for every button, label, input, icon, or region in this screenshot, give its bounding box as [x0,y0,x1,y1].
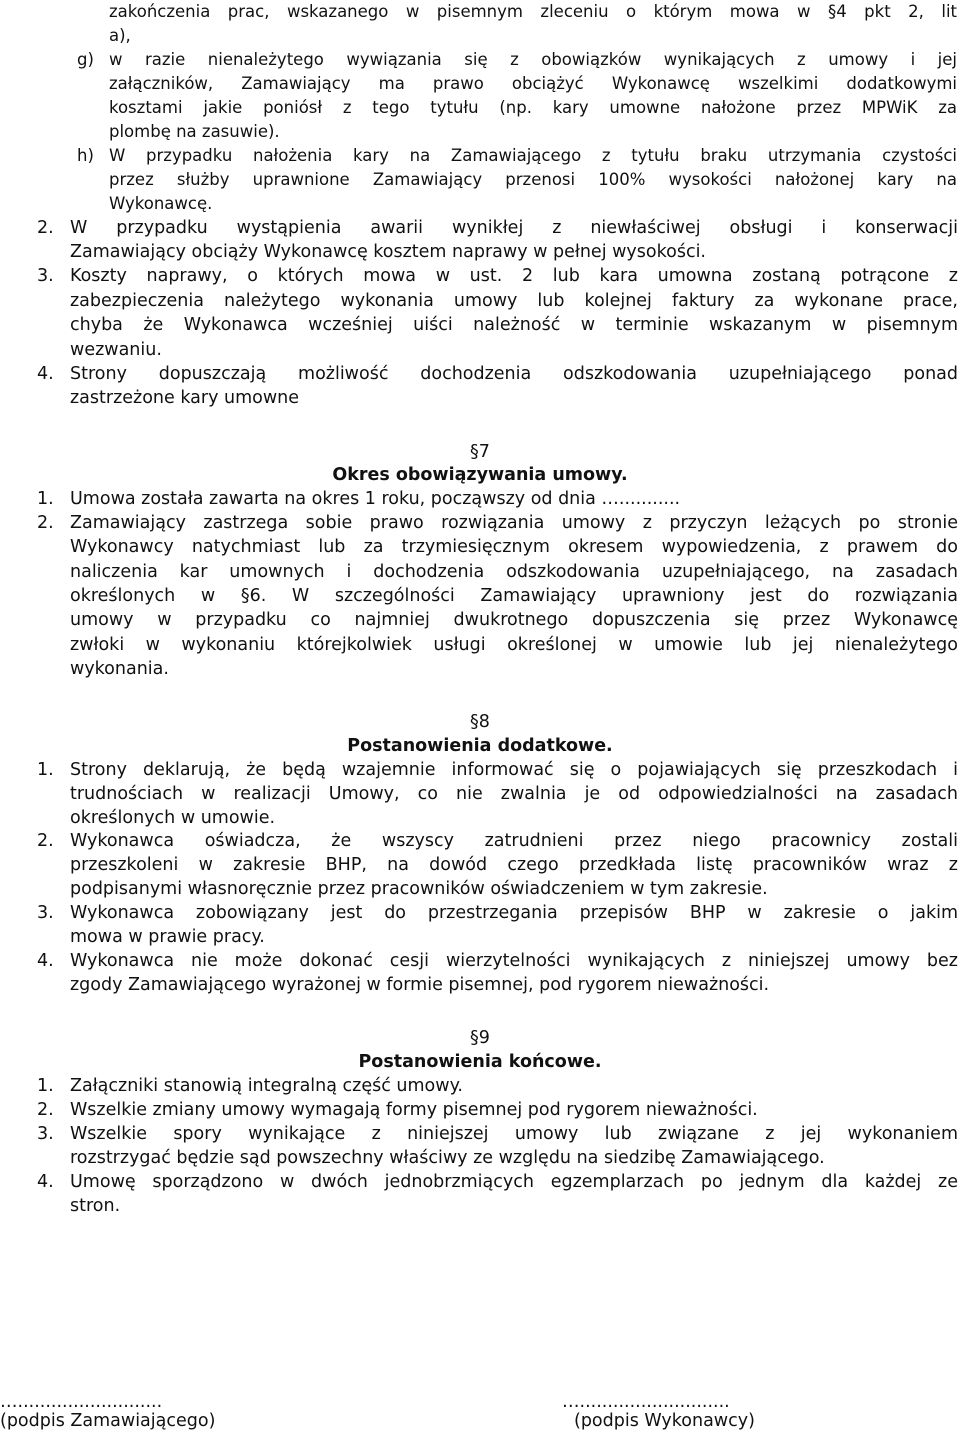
item-number: 1. [37,489,54,509]
section-number: §9 [470,1028,490,1048]
text-line: zwłoki w wykonaniu którejkolwiek usługi określonej w umowie lub jej nienależytego [70,635,958,655]
text-line: chyba że Wykonawca wcześniej uiści należność w terminie wskazanym w pisemnym [70,315,958,335]
text-line: mowa w prawie pracy. [70,927,265,947]
text-line: w razie nienależytego wywiązania się z obowiązków wynikających z umowy i jej [109,50,957,69]
text-line: podpisanymi własnoręcznie przez pracowników oświadczeniem w tym zakresie. [70,879,768,899]
text-line: trudnościach w realizacji Umowy, co nie zwalnia je od odpowiedzialności na zasadach [70,784,958,804]
item-number: 3. [37,903,54,923]
text-line: a), [109,26,131,45]
text-line: plombę na zasuwie). [109,122,280,141]
text-line: naliczenia kar umownych i dochodzenia odszkodowania uzupełniającego, na zasadach [70,562,958,582]
section-number: §8 [470,712,490,732]
text-line: Wykonawca oświadcza, że wszyscy zatrudnieni przez niego pracownicy zostali [70,831,958,851]
text-line: zabezpieczenia należytego wykonania umowy lub kolejnej faktury za wykonane prace, [70,291,958,311]
text-line: zakończenia prac, wskazanego w pisemnym zleceniu o którym mowa w §4 pkt 2, lit [109,2,957,21]
signature-line-zamawiajacy: ….......................... [0,1392,163,1412]
signature-line-wykonawca: …........................... [562,1392,730,1412]
text-line: W przypadku nałożenia kary na Zamawiającego z tytułu braku utrzymania czystości [109,146,957,165]
text-line: przez służby uprawnione Zamawiający przenosi 100% wysokości nałożonej kary na [109,170,957,189]
text-line: Wykonawcę. [109,194,213,213]
text-line: Strony deklarują, że będą wzajemnie informować się o pojawiających się przeszkodach i [70,760,958,780]
section-heading: Postanowienia końcowe. [358,1052,602,1072]
text-line: załączników, Zamawiający ma prawo obciążyć Wykonawcę wszelkimi dodatkowymi [109,74,957,93]
text-line: Koszty naprawy, o których mowa w ust. 2 lub kara umowna zostaną potrącone z [70,266,958,286]
text-line: zgody Zamawiającego wyrażonej w formie pisemnej, pod rygorem nieważności. [70,975,770,995]
item-number: 4. [37,1172,54,1192]
text-line: określonych w umowie. [70,808,276,828]
text-line: wezwaniu. [70,340,162,360]
item-number: 1. [37,760,54,780]
item-number: 2. [37,218,54,238]
section-heading: Okres obowiązywania umowy. [332,465,628,485]
text-line: Umowę sporządzono w dwóch jednobrzmiących egzemplarzach po jednym dla każdej ze [70,1172,958,1192]
item-marker: h) [77,146,94,165]
item-number: 3. [37,266,54,286]
text-line: Załączniki stanowią integralną część umowy. [70,1076,463,1096]
text-line: rozstrzygać będzie sąd powszechny właściwy ze względu na siedzibę Zamawiającego. [70,1148,825,1168]
item-marker: g) [77,50,94,69]
item-number: 2. [37,513,54,533]
item-number: 2. [37,1100,54,1120]
text-line: Wszelkie spory wynikające z niniejszej umowy lub związane z jej wykonaniem [70,1124,958,1144]
text-line: kosztami jakie poniósł z tego tytułu (np. kary umowne nałożone przez MPWiK za [109,98,957,117]
text-line: Umowa została zawarta na okres 1 roku, począwszy od dnia …........... [70,489,681,509]
text-line: Zamawiający obciąży Wykonawcę kosztem naprawy w pełnej wysokości. [70,242,706,262]
text-line: Zamawiający zastrzega sobie prawo rozwiązania umowy z przyczyn leżących po stronie [70,513,958,533]
text-line: Wykonawca zobowiązany jest do przestrzegania przepisów BHP w zakresie o jakim [70,903,958,923]
section-number: §7 [470,442,490,462]
item-number: 1. [37,1076,54,1096]
section-heading: Postanowienia dodatkowe. [347,736,613,756]
signature-label-wykonawca: (podpis Wykonawcy) [574,1411,755,1431]
text-line: zastrzeżone kary umowne [70,388,300,408]
text-line: stron. [70,1196,121,1216]
text-line: Wykonawca nie może dokonać cesji wierzytelności wynikających z niniejszej umowy bez [70,951,958,971]
text-line: przeszkoleni w zakresie BHP, na dowód czego przedkłada listę pracowników wraz z [70,855,958,875]
text-line: Wszelkie zmiany umowy wymagają formy pisemnej pod rygorem nieważności. [70,1100,758,1120]
item-number: 4. [37,364,54,384]
text-line: Strony dopuszczają możliwość dochodzenia odszkodowania uzupełniającego ponad [70,364,958,384]
text-line: umowy w przypadku co najmniej dwukrotnego dopuszczenia się przez Wykonawcę [70,610,958,630]
item-number: 3. [37,1124,54,1144]
signature-label-zamawiajacy: (podpis Zamawiającego) [0,1411,216,1431]
item-number: 4. [37,951,54,971]
text-line: Wykonawcy natychmiast lub za trzymiesięcznym okresem wypowiedzenia, z prawem do [70,537,958,557]
text-line: wykonania. [70,659,169,679]
text-line: określonych w §6. W szczególności Zamawiający uprawniony jest do rozwiązania [70,586,958,606]
item-number: 2. [37,831,54,851]
text-line: W przypadku wystąpienia awarii wynikłej z niewłaściwej obsługi i konserwacji [70,218,958,238]
